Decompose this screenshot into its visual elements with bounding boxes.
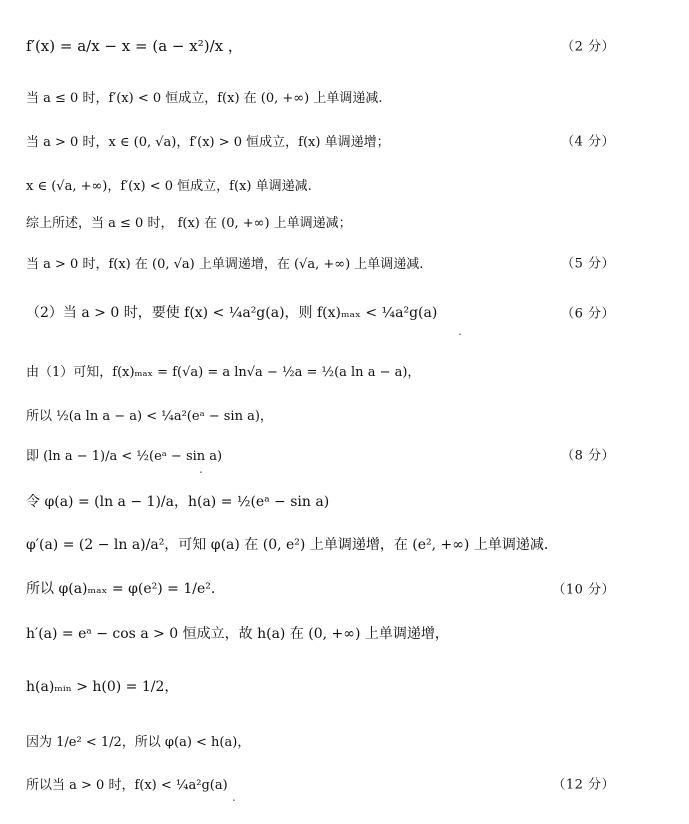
line-text: 所以 φ(a)ₘₐₓ = φ(e²) = 1/e². [26,581,216,597]
solution-line-1 [26,28,689,62]
line-text: 当 a ≤ 0 时，f′(x) < 0 恒成立，f(x) 在 (0, +∞) 上单调递减. [26,90,383,106]
line-text: （2）当 a > 0 时，要使 f(x) < ¼a²g(a)，则 f(x)ₘₐₓ < ¼a²g(a) [26,305,438,321]
solution-line-15 [26,670,689,702]
solution-line-3 [26,128,689,152]
solution-line-2 [26,85,689,107]
solution-line-17 [26,768,689,798]
solution-line-6 [26,250,689,274]
line-text: 综上所述，当 a ≤ 0 时， f(x) 在 (0, +∞) 上单调递减； [26,215,352,231]
solution-line-8 [26,356,689,384]
solution-line-4 [26,172,689,196]
line-text: h(a)ₘᵢₙ > h(0) = 1/2， [26,679,179,695]
solution-line-7 [26,296,689,328]
solution-line-5 [26,210,689,232]
line-text: 因为 1/e² < 1/2，所以 φ(a) < h(a)， [26,734,251,750]
line-text: f′(x) = a/x − x = (a − x²)/x ， [26,36,243,55]
score-label: （12 分） [552,777,615,793]
stray-dot: . [458,324,462,338]
solution-line-14 [26,620,689,646]
line-text: 令 φ(a) = (ln a − 1)/a，h(a) = ½(eᵃ − sin a) [26,494,330,510]
line-text: 当 a > 0 时，x ∈ (0, √a)，f′(x) > 0 恒成立，f(x) 单调递增； [26,134,390,150]
score-label: （10 分） [552,582,615,598]
solution-line-11 [26,485,689,517]
solution-line-16 [26,725,689,755]
solution-line-9 [26,400,689,428]
score-label: （8 分） [561,448,615,464]
solution-line-13 [26,572,689,604]
line-text: 所以当 a > 0 时，f(x) < ¼a²g(a) [26,777,228,793]
score-label: （6 分） [561,306,615,322]
line-text: 当 a > 0 时，f(x) 在 (0, √a) 上单调递增，在 (√a, +∞) 上单调递减. [26,256,424,272]
line-text: h′(a) = eᵃ − cos a > 0 恒成立，故 h(a) 在 (0, +∞) 上单调递增， [26,626,449,642]
line-text: x ∈ (√a, +∞)，f′(x) < 0 恒成立，f(x) 单调递减. [26,178,312,194]
line-text: φ′(a) = (2 − ln a)/a²，可知 φ(a) 在 (0, e²) 上单调递增，在 (e², +∞) 上单调递减. [26,537,549,553]
line-text: 即 (ln a − 1)/a < ½(eᵃ − sin a) [26,448,223,464]
stray-dot: . [232,790,236,804]
solution-line-12 [26,528,689,560]
solution-line-10 [26,440,689,468]
score-label: （2 分） [561,39,615,55]
score-label: （4 分） [561,134,615,150]
score-label: （5 分） [561,256,615,272]
line-text: 由（1）可知，f(x)ₘₐₓ = f(√a) = a ln√a − ½a = ½(a ln a − a)， [26,364,421,380]
stray-dot: . [199,462,203,476]
line-text: 所以 ½(a ln a − a) < ¼a²(eᵃ − sin a)， [26,408,273,424]
